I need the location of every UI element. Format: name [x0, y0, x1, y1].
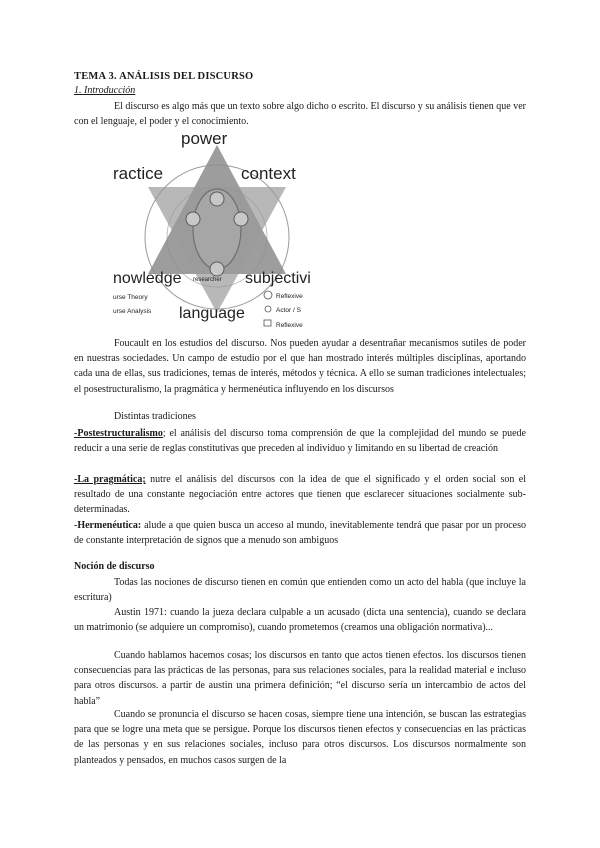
legend-item-1: Reflexive — [276, 293, 303, 300]
label-researcher: researcher — [193, 277, 222, 283]
tradition-postestructuralismo — [74, 426, 526, 456]
label-practice: ractice — [113, 164, 164, 183]
label-knowledge: nowledge — [113, 270, 182, 287]
term-pragmatica: -La pragmática; — [74, 474, 146, 485]
label-subjectivity: subjectivi — [245, 270, 311, 287]
notion-heading: Noción de discurso — [74, 561, 155, 572]
foucault-paragraph: Foucault en los estudios del discurso. Nos pueden ayudar a desentrañar mecanismos sutiles de poder en nuestras sociedades. Un campo de estudio por el que han mostrado interés múltiples disciplinas, aportando cada una de ellas, sus tradiciones, temas de interés, métodos y técnica. A ello se suman tradiciones intelectuales; el posestructuralismo, la pragmática y hermenéutica influyendo en los discursos — [74, 338, 526, 395]
section-heading-introduccion[interactable]: 1. Introducción — [74, 85, 136, 96]
tradition-pragmatica — [74, 472, 526, 518]
term-postestructuralismo: -Postestructuralismo — [74, 428, 163, 439]
label-discourse-theory: urse Theory — [113, 294, 148, 301]
tradition-hermeneutica — [74, 518, 526, 548]
notion-paragraph-1: Todas las nociones de discurso tienen en común que entienden como un acto del habla (que incluye la escritura) — [74, 577, 526, 604]
page-title: TEMA 3. ANÁLISIS DEL DISCURSO — [74, 71, 254, 82]
label-language: language — [179, 305, 245, 322]
legend-item-3: Reflexive — [276, 322, 303, 329]
text-pragmatica: nutre el análisis del discursos con la idea de que el significado y el orden social son el resultado de una constante negociación entre actores que tienen que esclarecer situaciones socialmente sub-determinadas. — [74, 474, 526, 516]
traditions-label: Distintas tradiciones — [114, 411, 196, 422]
discourse-diagram-figure — [113, 129, 316, 330]
intro-paragraph: El discurso es algo más que un texto sobre algo dicho o escrito. El discurso y su análisis tienen que ver con el lenguaje, el poder y el conocimiento. — [74, 101, 526, 128]
notion-paragraph-3: Cuando hablamos hacemos cosas; los discursos en tanto que actos tienen efectos. los discursos tienen consecuencias para las prácticas de las personas, para sus relaciones sociales, para la realidad material e incluso para otros discursos. a partir de austin una primera definición; “el discurso sería un intercambio de actos del habla” — [74, 650, 526, 707]
legend-item-2: Actor / S — [276, 307, 301, 314]
notion-paragraph-2: Austin 1971: cuando la jueza declara culpable a un acusado (dicta una sentencia), cuando se declara un matrimonio (se adquiere un compromiso), cuando prometemos (creamos una obligación normativa)... — [74, 607, 526, 634]
term-hermeneutica: -Hermenéutica: — [74, 520, 142, 531]
text-postestructuralismo: ; el análisis del discurso toma comprensión de que la complejidad del mundo se puede reducir a una serie de reglas constitutivas que preceden al individuo y limitando en su libertad de creación — [74, 428, 526, 455]
label-discourse-analysis: urse Analysis — [113, 308, 152, 315]
label-context: context — [241, 164, 296, 183]
notion-paragraph-4: Cuando se pronuncia el discurso se hacen cosas, siempre tiene una intención, se buscan las estrategias para que se logre una meta que se persigue. Porque los discursos tienen efectos y consecuencias en las prácticas de las personas y en sus relaciones sociales, incluso para otros discursos. Los discursos normalmente son planteados y pensados, en muchos casos surgen de la — [74, 709, 526, 766]
text-hermeneutica: alude a que quien busca un acceso al mundo, inevitablemente tendrá que pasar por un proceso de constante interpretación de signos que a menudo son ambiguos — [74, 520, 526, 547]
label-power: power — [181, 129, 228, 148]
